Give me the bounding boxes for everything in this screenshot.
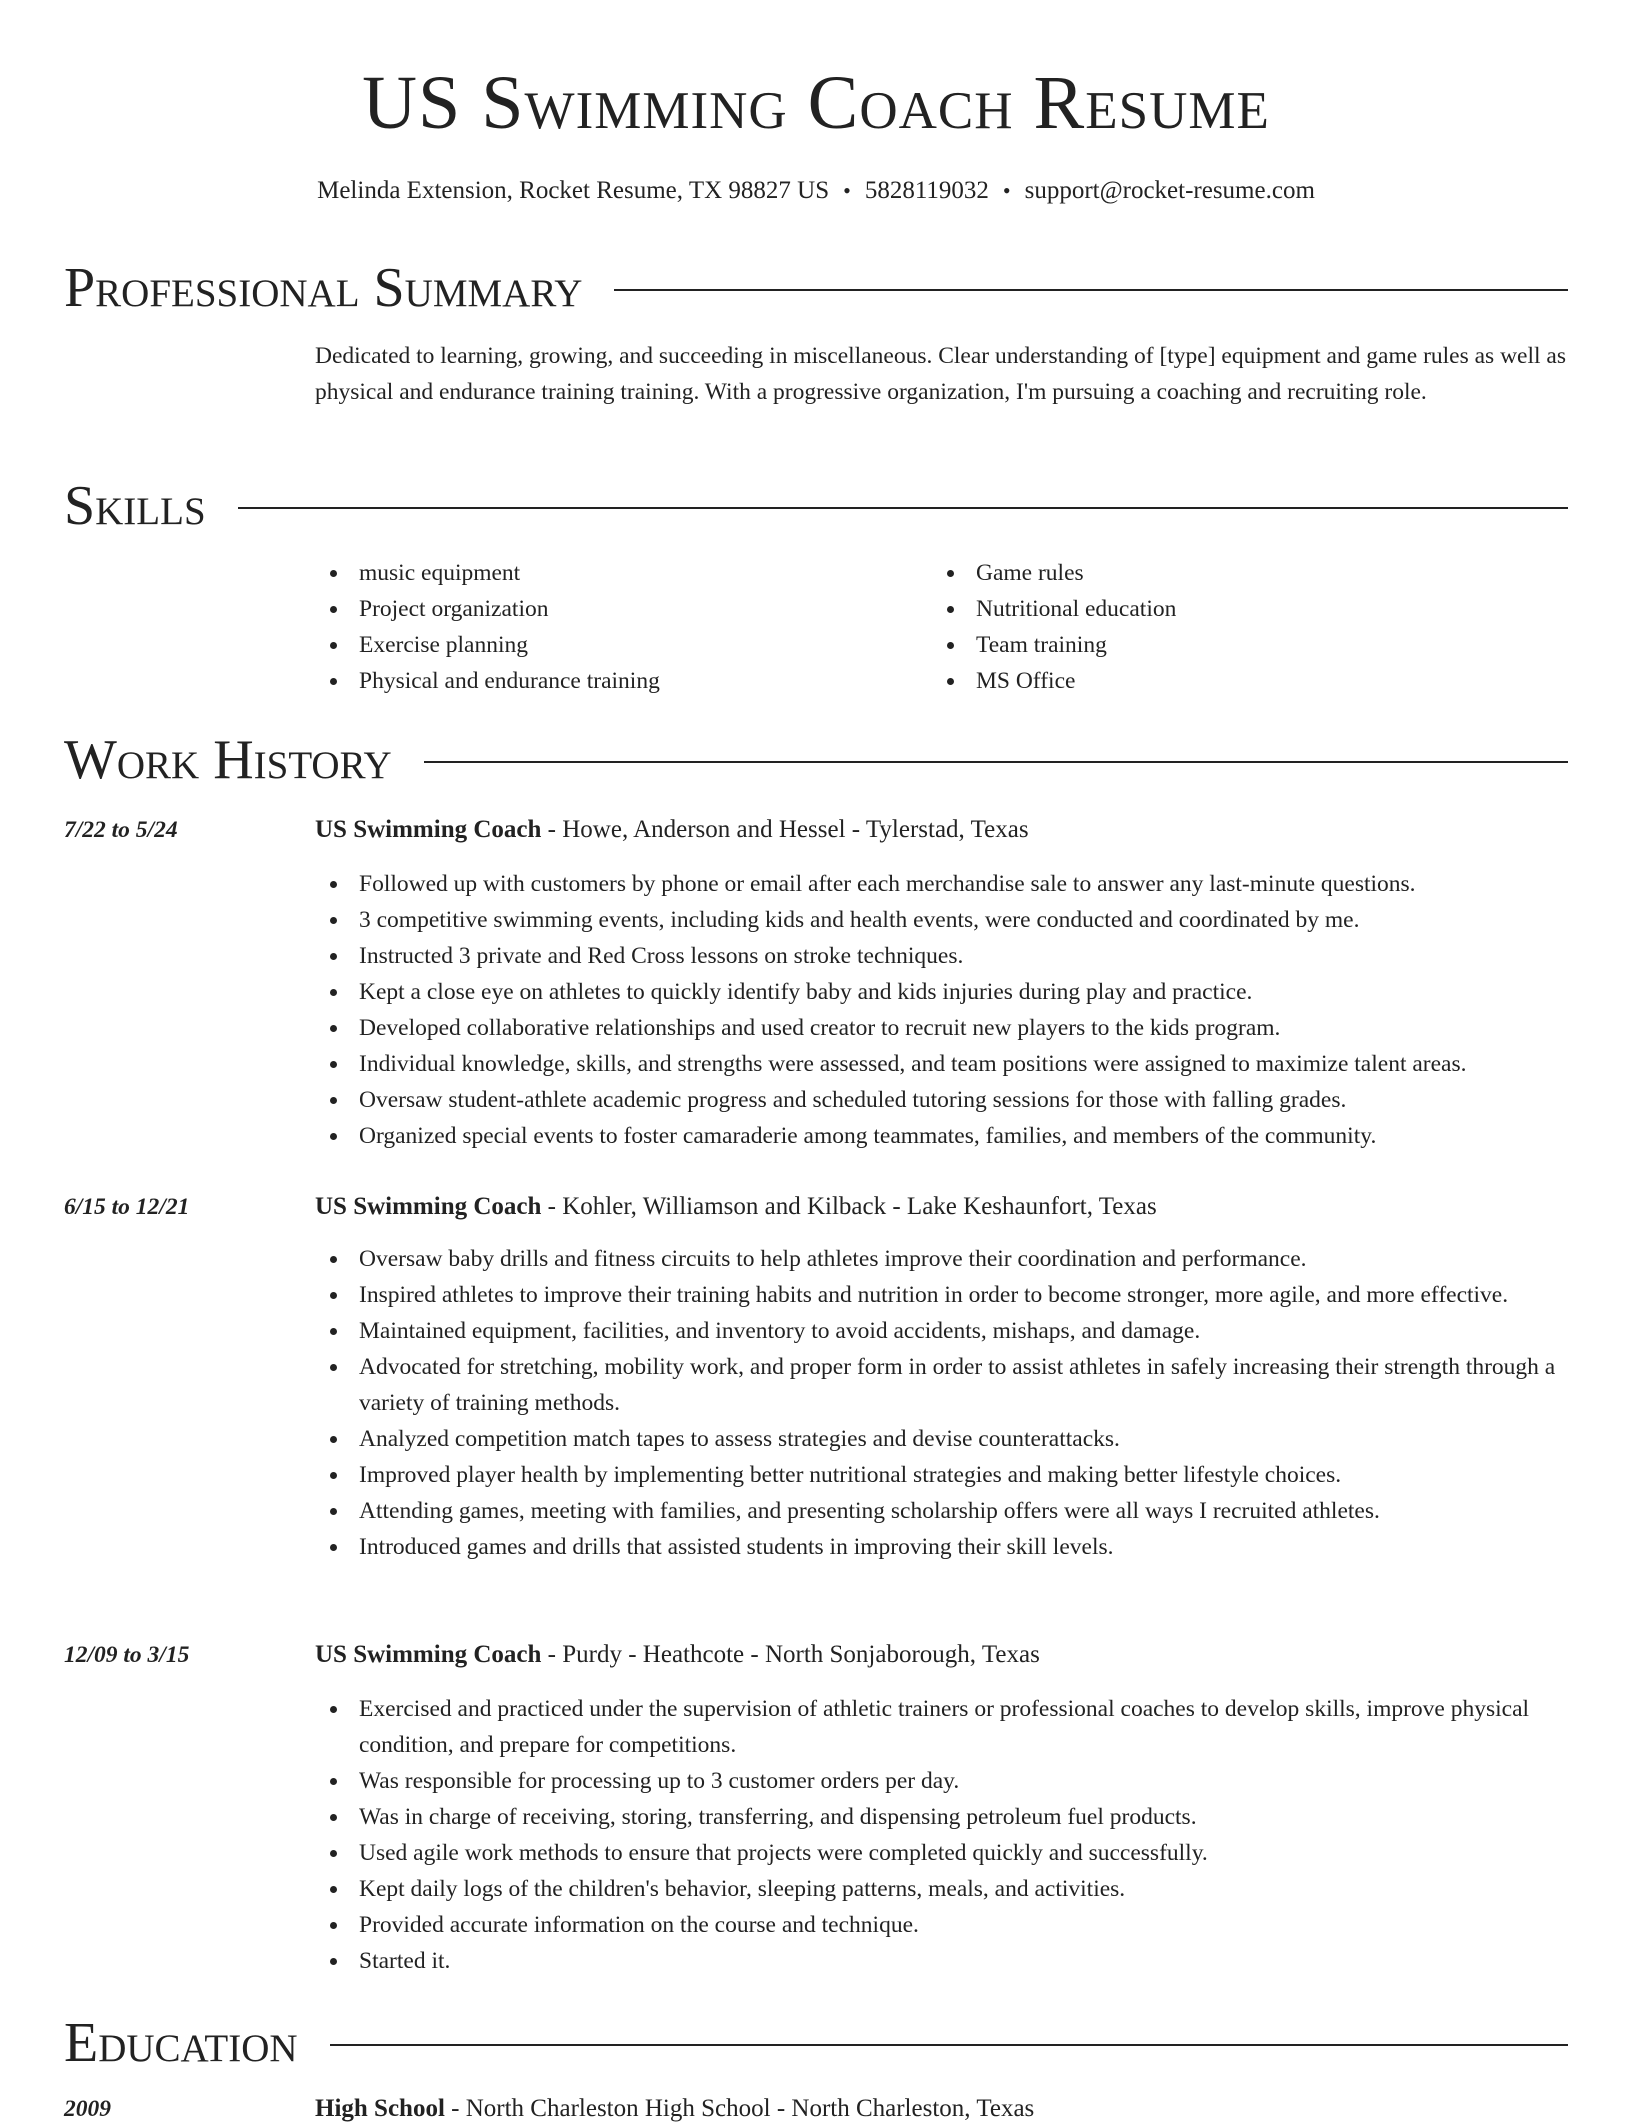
work-bullet: Followed up with customers by phone or email after each merchandise sale to answer any last-minute questions. bbox=[315, 866, 1568, 902]
work-employer: - Howe, Anderson and Hessel - Tylerstad, Texas bbox=[541, 816, 1029, 843]
contact-address: Melinda Extension, Rocket Resume, TX 98827 US bbox=[317, 177, 830, 204]
education-year: 2009 bbox=[64, 2096, 111, 2122]
work-bullets bbox=[315, 1241, 1568, 1565]
section-professional-summary bbox=[64, 256, 1568, 320]
work-bullet: Inspired athletes to improve their training habits and nutrition in order to become stronger, more agile, and more effective. bbox=[315, 1277, 1568, 1313]
summary-text: Dedicated to learning, growing, and succeeding in miscellaneous. Clear understanding of [type] equipment and game rules as well as physical and endurance training training. With a progressive organization, I'm pursuing a coaching and recruiting role. bbox=[315, 343, 1566, 405]
skill-item: Physical and endurance training bbox=[315, 663, 660, 699]
work-bullet: Kept a close eye on athletes to quickly identify baby and kids injuries during play and practice. bbox=[315, 974, 1568, 1010]
work-dates: 6/15 to 12/21 bbox=[64, 1194, 190, 1220]
work-bullet: Was responsible for processing up to 3 customer orders per day. bbox=[315, 1763, 1568, 1799]
skills-list-right bbox=[932, 555, 1176, 699]
work-employer: - Kohler, Williamson and Kilback - Lake Keshaunfort, Texas bbox=[541, 1193, 1157, 1220]
work-bullet: Started it. bbox=[315, 1943, 1568, 1979]
skill-item: music equipment bbox=[315, 555, 660, 591]
work-title: US Swimming Coach bbox=[315, 1641, 542, 1668]
work-bullet: 3 competitive swimming events, including kids and health events, were conducted and coordinated by me. bbox=[315, 902, 1568, 938]
work-role bbox=[315, 812, 1029, 848]
section-work-history bbox=[64, 728, 1568, 792]
work-bullet: Analyzed competition match tapes to assess strategies and devise counterattacks. bbox=[315, 1421, 1568, 1457]
work-title: US Swimming Coach bbox=[315, 816, 542, 843]
work-bullet: Kept daily logs of the children's behavior, sleeping patterns, meals, and activities. bbox=[315, 1871, 1568, 1907]
skill-item: MS Office bbox=[932, 663, 1176, 699]
section-heading: Education bbox=[64, 2012, 298, 2074]
work-bullet: Provided accurate information on the course and technique. bbox=[315, 1907, 1568, 1943]
contact-email: support@rocket-resume.com bbox=[1024, 177, 1315, 204]
contact-separator: • bbox=[1002, 178, 1011, 203]
section-heading: Professional Summary bbox=[64, 257, 583, 319]
work-bullets bbox=[315, 866, 1568, 1154]
work-bullet: Attending games, meeting with families, and presenting scholarship offers were all ways I recruited athletes. bbox=[315, 1493, 1568, 1529]
work-bullets bbox=[315, 1691, 1568, 1979]
skills-list-left bbox=[315, 555, 660, 699]
skill-item: Nutritional education bbox=[932, 591, 1176, 627]
work-bullet: Developed collaborative relationships and used creator to recruit new players to the kids program. bbox=[315, 1010, 1568, 1046]
work-bullet: Maintained equipment, facilities, and inventory to avoid accidents, mishaps, and damage. bbox=[315, 1313, 1568, 1349]
work-bullet: Improved player health by implementing better nutritional strategies and making better lifestyle choices. bbox=[315, 1457, 1568, 1493]
skill-item: Project organization bbox=[315, 591, 660, 627]
work-employer: - Purdy - Heathcote - North Sonjaborough, Texas bbox=[541, 1641, 1040, 1668]
skill-item: Exercise planning bbox=[315, 627, 660, 663]
work-bullet: Used agile work methods to ensure that projects were completed quickly and successfully. bbox=[315, 1835, 1568, 1871]
resume-title: US Swimming Coach Resume bbox=[362, 61, 1270, 145]
work-role bbox=[315, 1189, 1157, 1225]
work-bullet: Oversaw student-athlete academic progress and scheduled tutoring sessions for those with falling grades. bbox=[315, 1082, 1568, 1118]
work-bullet: Exercised and practiced under the supervision of athletic trainers or professional coaches to develop skills, improve physical condition, and prepare for competitions. bbox=[315, 1691, 1568, 1763]
work-role bbox=[315, 1637, 1040, 1673]
work-title: US Swimming Coach bbox=[315, 1193, 542, 1220]
section-heading: Work History bbox=[64, 729, 392, 791]
contact-line bbox=[0, 174, 1632, 208]
work-bullet: Organized special events to foster camaraderie among teammates, families, and members of the community. bbox=[315, 1118, 1568, 1154]
section-divider bbox=[614, 289, 1568, 291]
skill-item: Team training bbox=[932, 627, 1176, 663]
work-bullet: Oversaw baby drills and fitness circuits to help athletes improve their coordination and performance. bbox=[315, 1241, 1568, 1277]
contact-phone: 5828119032 bbox=[864, 177, 989, 204]
section-divider bbox=[238, 507, 1568, 509]
education-school: - North Charleston High School - North Charleston, Texas bbox=[444, 2095, 1035, 2122]
work-bullet: Introduced games and drills that assisted students in improving their skill levels. bbox=[315, 1529, 1568, 1565]
education-degree: High School bbox=[315, 2095, 445, 2122]
work-bullet: Instructed 3 private and Red Cross lessons on stroke techniques. bbox=[315, 938, 1568, 974]
section-heading: Skills bbox=[64, 475, 206, 537]
section-divider bbox=[424, 761, 1568, 763]
work-dates: 7/22 to 5/24 bbox=[64, 817, 178, 843]
section-education bbox=[64, 2011, 1568, 2075]
contact-separator: • bbox=[843, 178, 851, 203]
education-role bbox=[315, 2091, 1034, 2127]
skill-item: Game rules bbox=[932, 555, 1176, 591]
work-bullet: Individual knowledge, skills, and strengths were assessed, and team positions were assigned to maximize talent areas. bbox=[315, 1046, 1568, 1082]
work-bullet: Advocated for stretching, mobility work, and proper form in order to assist athletes in safely increasing their strength through a variety of training methods. bbox=[315, 1349, 1568, 1421]
work-dates: 12/09 to 3/15 bbox=[64, 1642, 190, 1668]
work-bullet: Was in charge of receiving, storing, transferring, and dispensing petroleum fuel products. bbox=[315, 1799, 1568, 1835]
section-divider bbox=[330, 2044, 1568, 2046]
section-skills bbox=[64, 474, 1568, 538]
